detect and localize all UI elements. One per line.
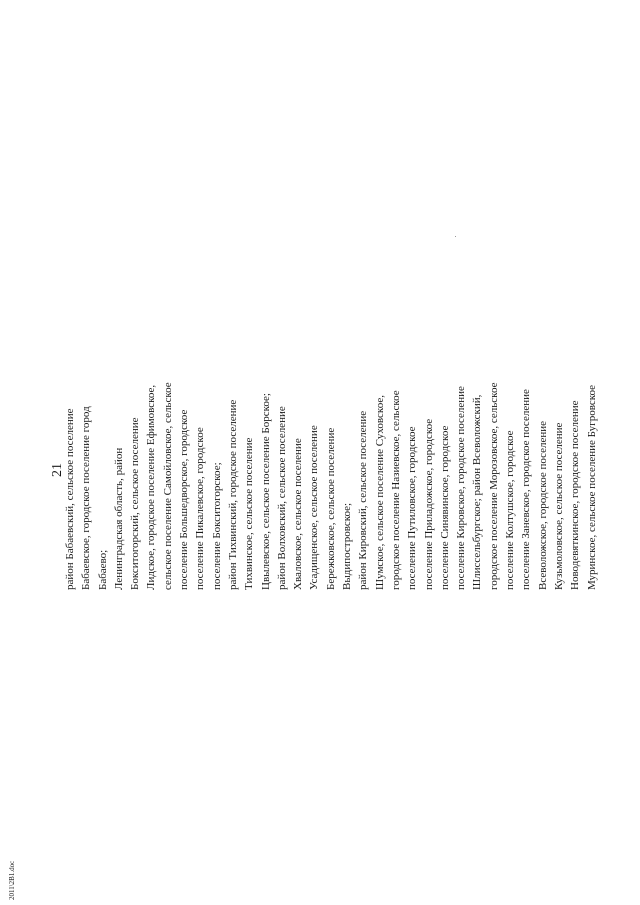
- text-line: Выдипостровское;: [341, 502, 354, 590]
- scan-speck: [455, 236, 456, 237]
- territory-list: [62, 350, 600, 590]
- footer-file-code: 2011\2В1.doc: [8, 860, 16, 900]
- text-line: Хваловское, сельское поселение: [292, 438, 305, 590]
- text-line: Тихвинское, сельское поселение: [243, 437, 256, 590]
- text-line: Бабаево;: [96, 549, 109, 590]
- text-line: поселение Колтушское, городское: [504, 430, 517, 590]
- text-line: Бокситогорский, сельское поселение: [129, 417, 142, 590]
- text-line: поселение Пикалевское, городское: [194, 427, 207, 590]
- text-line: район Волховский, сельское поселение: [275, 406, 288, 590]
- text-line: Лидское, городское поселение Ефимовское,: [145, 384, 158, 590]
- text-line: поселение Заневское, городское поселение: [520, 389, 533, 590]
- text-line: Кузьмоловское, сельское поселение: [552, 422, 565, 590]
- text-line: Ленинградская область, район: [112, 447, 125, 590]
- text-line: Всеволожское, городское поселение: [536, 420, 549, 590]
- text-line: поселение Бокситогорское;: [210, 462, 223, 590]
- text-line: Бережковское, сельское поселение: [324, 427, 337, 590]
- text-line: Новодевяткинское, городское поселение: [569, 400, 582, 590]
- text-line: район Кировский, сельское поселение: [357, 410, 370, 590]
- text-line: Муринское, сельское поселение Бугровское: [585, 384, 598, 590]
- text-line: район Бабаевский, сельское поселение: [64, 408, 76, 590]
- text-line: район Тихвинский, городское поселение: [226, 399, 239, 590]
- text-line: Бабаевское, городское поселение город: [80, 406, 93, 590]
- text-line: поселение Кировское, городское поселение: [455, 386, 468, 590]
- page-number: 21: [50, 463, 65, 477]
- text-line: поселение Синявинское, городское: [438, 425, 451, 590]
- text-line: городское поселение Назиевское, сельское: [389, 390, 402, 590]
- text-line: Цвылевское, сельское поселение Борское;: [259, 393, 272, 590]
- text-line: городское поселение Морозовское, сельское: [487, 382, 500, 590]
- text-line: Шумское, сельское поселение Суховское,: [373, 395, 386, 590]
- text-line: поселение Большедворское, городское: [178, 409, 191, 590]
- text-line: сельское поселение Самойловское, сельское: [161, 382, 174, 590]
- text-line: Усадищенское, сельское поселение: [308, 425, 321, 590]
- text-line: Шлиссельбургское; район Всеволожский,: [471, 394, 484, 590]
- text-line: поселение Путиловское, городское: [406, 426, 419, 590]
- text-line: поселение Приладожское, городское: [422, 418, 435, 590]
